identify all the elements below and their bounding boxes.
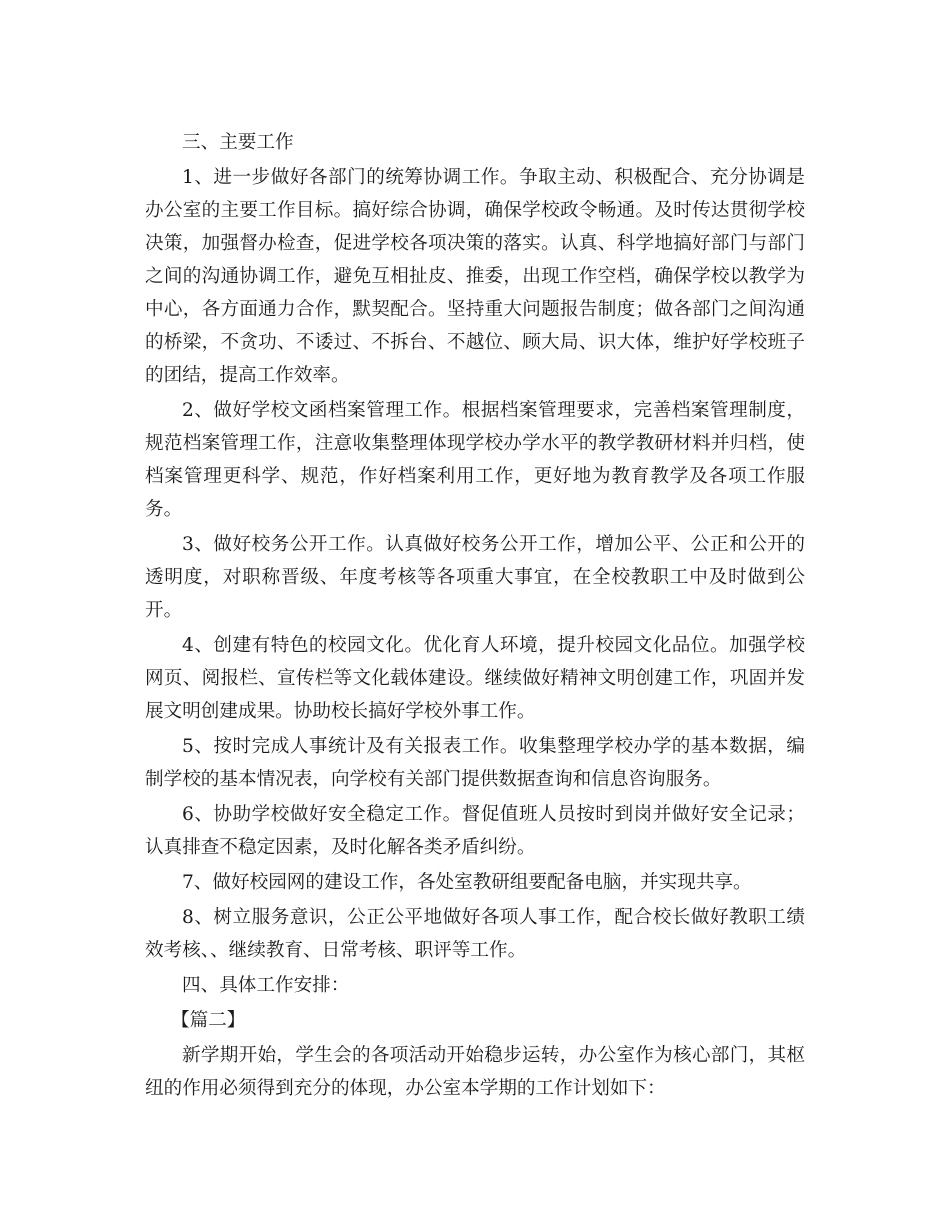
paragraph-item-3: 3、做好校务公开工作。认真做好校务公开工作，增加公平、公正和公开的透明度，对职称晋级、年度考核等各项重大事宜，在全校教职工中及时做到公开。 [145,534,805,621]
paragraph-item-5: 5、按时完成人事统计及有关报表工作。收集整理学校办学的基本数据，编制学校的基本情况表，向学校有关部门提供数据查询和信息咨询服务。 [145,736,805,790]
document-body [145,126,805,1107]
section-heading-main-work: 三、主要工作 [182,132,294,153]
paragraph-item-7: 7、做好校园网的建设工作，各处室教研组要配备电脑，并实现共享。 [182,872,752,893]
section-heading-schedule: 四、具体工作安排： [182,975,350,996]
paragraph-item-4: 4、创建有特色的校园文化。优化育人环境，提升校园文化品位。加强学校网页、阅报栏、宣传栏等文化载体建设。继续做好精神文明创建工作，巩固并发展文明创建成果。协助校长搞好学校外事工作。 [145,635,805,722]
part-two-heading: 【篇二】 [171,1010,246,1031]
paragraph-new-semester: 新学期开始，学生会的各项活动开始稳步运转，办公室作为核心部门，其枢纽的作用必须得到充分的体现，办公室本学期的工作计划如下： [145,1045,805,1099]
paragraph-item-6: 6、协助学校做好安全稳定工作。督促值班人员按时到岗并做好安全记录；认真排查不稳定因素，及时化解各类矛盾纠纷。 [145,804,805,858]
paragraph-item-8: 8、树立服务意识，公正公平地做好各项人事工作，配合校长做好教职工绩效考核、、继续教育、日常考核、职评等工作。 [145,907,805,961]
paragraph-item-1: 1、进一步做好各部门的统筹协调工作。争取主动、积极配合、充分协调是办公室的主要工作目标。搞好综合协调，确保学校政令畅通。及时传达贯彻学校决策，加强督办检查，促进学校各项决策的落实。认真、科学地搞好部门与部门之间的沟通协调工作，避免互相扯皮、推委，出现工作空档，确保学校以教学为中心，各方面通力合作，默契配合。坚持重大问题报告制度；做各部门之间沟通的桥梁，不贪功、不诿过、不拆台、不越位、顾大局、识大体，维护好学校班子的团结，提高工作效率。 [145,167,805,386]
paragraph-item-2: 2、做好学校文函档案管理工作。根据档案管理要求，完善档案管理制度，规范档案管理工作，注意收集整理体现学校办学水平的教学教研材料并归档，使档案管理更科学、规范，作好档案利用工作，更好地为教育教学及各项工作服务。 [145,400,805,520]
